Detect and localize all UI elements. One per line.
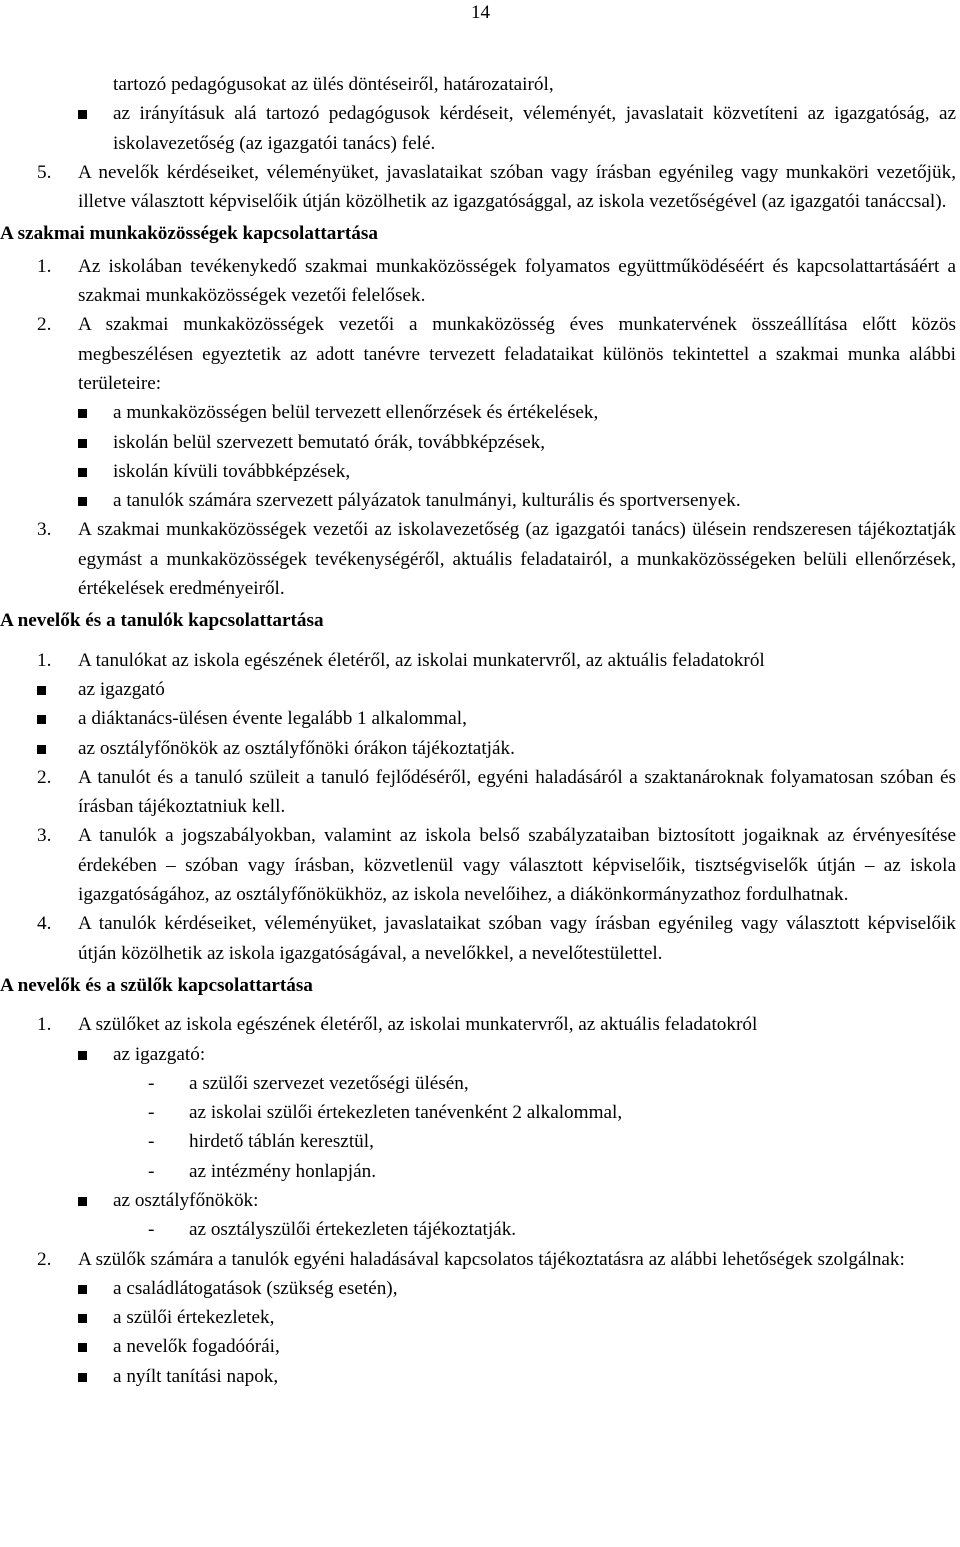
dash-item — [0, 1069, 956, 1098]
list-item-text: iskolán kívüli továbbképzések, — [113, 460, 351, 482]
list-item — [0, 1186, 956, 1215]
square-bullet-icon — [78, 1362, 87, 1391]
list-item — [0, 1303, 956, 1332]
dash-marker: - — [148, 1219, 155, 1241]
square-bullet-icon — [37, 734, 46, 763]
square-bullet-icon — [37, 704, 46, 733]
dash-marker: - — [148, 1131, 155, 1153]
square-bullet-icon — [78, 99, 87, 128]
dash-marker: - — [148, 1160, 155, 1182]
dash-item — [0, 1215, 956, 1244]
numbered-item-text: A szülők számára a tanulók egyéni haladásával kapcsolatos tájékoztatásra az alábbi lehetőségek szolgálnak: — [78, 1248, 905, 1270]
page-number: 14 — [471, 2, 490, 23]
paragraph-text: tartozó pedagógusokat az ülés döntéseiről, határozatairól, — [113, 74, 554, 95]
list-item-text: a diáktanács-ülésen évente legalább 1 alkalommal, — [78, 708, 467, 730]
item-number: 3. — [37, 519, 52, 541]
paragraph-continuation — [0, 70, 956, 99]
list-item-text: a nyílt tanítási napok, — [113, 1365, 279, 1387]
square-bullet-icon — [78, 1332, 87, 1361]
numbered-item-text: A tanulók a jogszabályokban, valamint az iskola belső szabályzataiban biztosított jogaiknak az érvényesítése érdekében – szóban vagy írásban, közvetlenül vagy választott képviselőik, tisztségviselők útján – az iskola igazgatóságához, az osztályfőnökükhöz, az iskola nevelőihez, a diákönkormányzathoz fordulhatnak. — [78, 825, 956, 906]
dash-item-text: a szülői szervezet vezetőségi ülésén, — [189, 1072, 469, 1094]
list-item-text: a családlátogatások (szükség esetén), — [113, 1277, 398, 1299]
item-number: 1. — [37, 1014, 52, 1036]
list-item-text: a szülői értekezletek, — [113, 1307, 275, 1329]
item-number: 1. — [37, 649, 52, 671]
numbered-item-text: A szakmai munkaközösségek vezetői a munkaközösség éves munkatervének összeállítása előtt közös megbeszélésen egyeztetik az adott tanévre tervezett feladataikat különös tekintettel a szakmai munka alábbi területeire: — [78, 314, 956, 394]
list-item — [0, 1332, 956, 1361]
square-bullet-icon — [78, 428, 87, 457]
dash-item — [0, 1127, 956, 1156]
item-number: 2. — [37, 314, 52, 336]
list-item-text: az irányításuk alá tartozó pedagógusok kérdéseit, véleményét, javaslatait közvetíteni az igazgatóság, az iskolavezetőség (az igazgatói tanács) felé. — [113, 103, 956, 154]
item-number: 4. — [37, 913, 52, 935]
square-bullet-icon — [78, 398, 87, 427]
square-bullet-icon — [78, 457, 87, 486]
numbered-item-text: A tanulók kérdéseiket, véleményüket, javaslataikat szóban vagy írásban egyénileg vagy választott képviselőik útján közölhetik az iskola igazgatóságával, a nevelőkkel, a nevelőtestülettel. — [78, 913, 956, 964]
dash-item — [0, 1098, 956, 1127]
numbered-item-text: A szakmai munkaközösségek vezetői az iskolavezetőség (az igazgatói tanács) ülésein rendszeresen tájékoztatják egymást a munkaközösségek tevékenységéről, aktuális feladatairól, a munkaközösségeken belüli ellenőrzések, értékelések eredményeiről. — [78, 519, 956, 600]
list-item-text: az igazgató: — [113, 1043, 206, 1065]
list-item-text: az osztályfőnökök az osztályfőnöki órákon tájékoztatják. — [78, 737, 515, 759]
item-number: 2. — [37, 1248, 52, 1270]
square-bullet-icon — [78, 1274, 87, 1303]
dash-item-text: az osztályszülői értekezleten tájékoztatják. — [189, 1219, 517, 1241]
numbered-item — [0, 515, 956, 603]
list-item — [0, 99, 956, 158]
dash-item-text: az intézmény honlapján. — [189, 1160, 377, 1182]
square-bullet-icon — [37, 675, 46, 704]
numbered-item-text: Az iskolában tevékenykedő szakmai munkaközösségek folyamatos együttműködéséért és kapcsolattartásáért a szakmai munkaközösségek vezetői felelősek. — [78, 255, 956, 307]
list-item — [0, 428, 956, 457]
list-item — [0, 1040, 956, 1069]
numbered-item — [0, 1245, 956, 1274]
section-heading: A nevelők és a szülők kapcsolattartása — [0, 974, 313, 996]
list-item — [0, 398, 956, 427]
item-number: 2. — [37, 766, 52, 788]
list-item-text: a nevelők fogadóórái, — [113, 1336, 280, 1358]
square-bullet-icon — [78, 1303, 87, 1332]
numbered-item — [0, 821, 956, 909]
square-bullet-icon — [78, 486, 87, 515]
numbered-item — [0, 158, 956, 217]
numbered-item-text: A nevelők kérdéseiket, véleményüket, javaslataikat szóban vagy írásban egyénileg vagy munkaköri vezetőjük, illetve választott képviselőik útján közölhetik az igazgatósággal, az iskola vezetőségével (az igazgatói tanáccsal). — [78, 161, 956, 213]
dash-item-text: az iskolai szülői értekezleten tanévenként 2 alkalommal, — [189, 1102, 623, 1124]
list-item — [0, 457, 956, 486]
document-body — [0, 70, 956, 1391]
section-heading: A nevelők és a tanulók kapcsolattartása — [0, 610, 324, 632]
list-item — [0, 675, 956, 704]
list-item — [0, 486, 956, 515]
list-item-text: az igazgató — [78, 678, 165, 700]
numbered-item-text: A tanulókat az iskola egészének életéről, az iskolai munkatervről, az aktuális feladatokról — [78, 649, 765, 671]
numbered-item — [0, 252, 956, 311]
list-item-text: az osztályfőnökök: — [113, 1189, 259, 1211]
square-bullet-icon — [78, 1186, 87, 1215]
dash-item — [0, 1157, 956, 1186]
item-number: 1. — [37, 255, 52, 277]
dash-marker: - — [148, 1072, 155, 1094]
item-number: 5. — [37, 161, 52, 183]
numbered-item-text: A szülőket az iskola egészének életéről, az iskolai munkatervről, az aktuális feladatokról — [78, 1014, 758, 1036]
square-bullet-icon — [78, 1040, 87, 1069]
list-item — [0, 734, 956, 763]
dash-marker: - — [148, 1102, 155, 1124]
list-item — [0, 1274, 956, 1303]
item-number: 3. — [37, 825, 52, 847]
list-item-text: iskolán belül szervezett bemutató órák, továbbképzések, — [113, 431, 546, 453]
list-item — [0, 1362, 956, 1391]
numbered-item — [0, 909, 956, 968]
list-item — [0, 704, 956, 733]
list-item-text: a tanulók számára szervezett pályázatok tanulmányi, kulturális és sportversenyek. — [113, 490, 741, 512]
section-heading: A szakmai munkaközösségek kapcsolattartása — [0, 223, 378, 245]
numbered-item — [0, 1010, 956, 1039]
dash-item-text: hirdető táblán keresztül, — [189, 1131, 374, 1153]
numbered-item-text: A tanulót és a tanuló szüleit a tanuló fejlődéséről, egyéni haladásáról a szaktanároknak folyamatosan szóban és írásban tájékoztatniuk kell. — [78, 766, 956, 818]
list-item-text: a munkaközösségen belül tervezett ellenőrzések és értékelések, — [113, 402, 599, 424]
numbered-item — [0, 763, 956, 822]
numbered-item — [0, 310, 956, 398]
numbered-item — [0, 646, 956, 675]
